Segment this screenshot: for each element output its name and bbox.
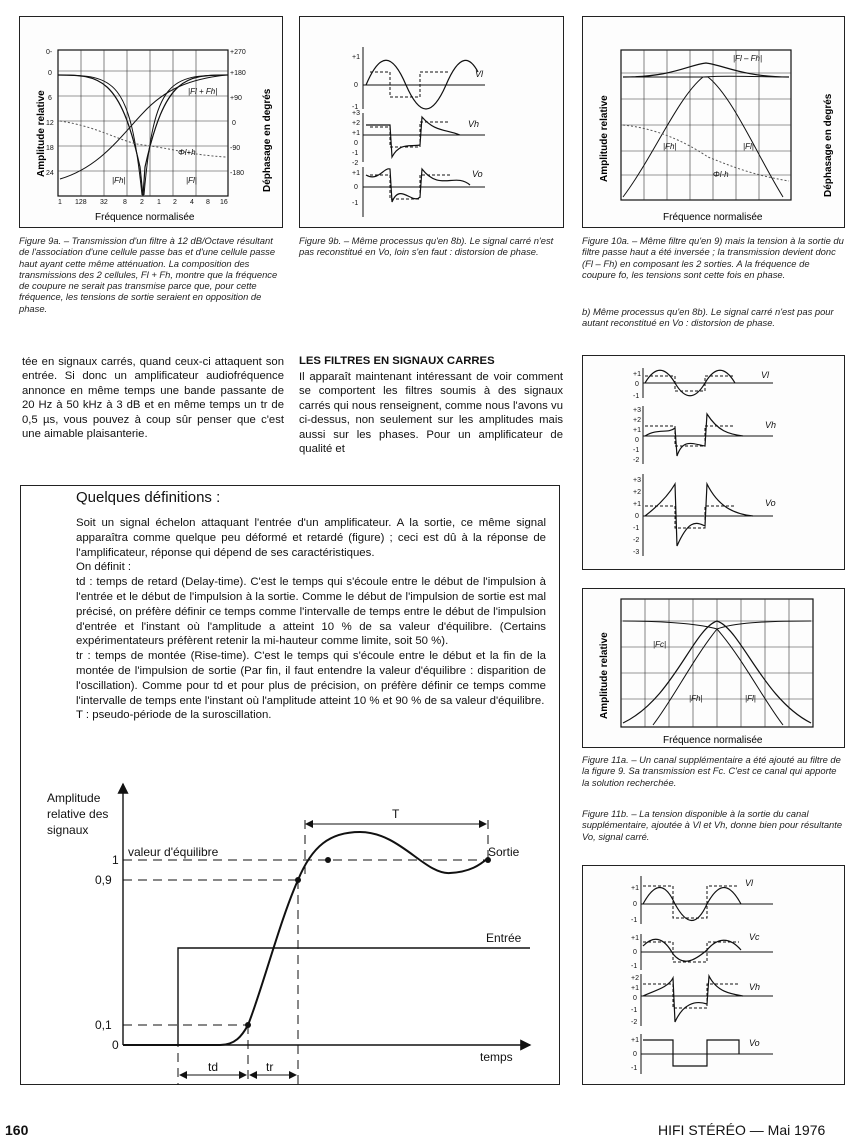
step-entree-label: Entrée [486, 931, 522, 945]
fig10a-xlabel: Fréquence normalisée [663, 212, 763, 223]
svg-text:-1: -1 [352, 150, 359, 157]
figure-10b [582, 355, 845, 570]
fig9a-ytick-right: +180 [230, 70, 246, 77]
fig9a-ytick-right: 0 [232, 120, 236, 127]
svg-text:+1: +1 [352, 130, 360, 137]
svg-text:+1: +1 [631, 1037, 639, 1044]
step-ylabel-2: relative des [47, 807, 109, 821]
svg-text:-2: -2 [352, 160, 359, 167]
svg-text:-1: -1 [631, 1065, 638, 1072]
fig9a-curve-label: |Fl + Fh| [188, 87, 218, 96]
step-ylabel-3: signaux [47, 823, 89, 837]
step-td-label: td [208, 1060, 219, 1074]
fig9a-xtick: 2 [173, 199, 177, 206]
definitions-title: Quelques définitions : [76, 489, 221, 506]
svg-text:-3: -3 [633, 549, 640, 556]
fig9a-ytick-right: -90 [230, 145, 241, 152]
page-number: 160 [5, 1122, 29, 1138]
definitions-text [76, 516, 546, 723]
definitions-p2: On définit : [76, 561, 132, 574]
svg-text:-1: -1 [631, 963, 638, 970]
fig9b-label-vh: Vh [468, 119, 480, 129]
svg-text:0: 0 [635, 381, 639, 388]
figure-11b-plot [583, 866, 845, 1085]
figure-11b [582, 865, 845, 1085]
figure-9b [299, 16, 564, 228]
svg-text:-1: -1 [631, 917, 638, 924]
fig10a-caption: Figure 10a. – Même filtre qu'en 9) mais la tension à la sortie du filtre passe haut a été inversée ; la transmission devient donc (Fl – Fh) en composant les 2 sorties. A la fréquence de coupure fo, les tensions sont cette fois en phase. [582, 235, 844, 280]
figure-9a-plot [20, 17, 283, 228]
column-2-text: Il apparaît maintenant intéressant de voir comment se comportent les filtres soumis à des signaux carrés qui nous renseignent, comme nous l'avons vu ci-dessus, non seulement sur les amplitudes mais aussi sur les phases. Pour un amplificateur de qualité et [299, 371, 563, 456]
fig11b-label-vl: Vl [745, 878, 754, 888]
svg-text:-1: -1 [352, 104, 359, 111]
svg-text:0: 0 [354, 140, 358, 147]
svg-text:-1: -1 [633, 447, 640, 454]
svg-text:-1: -1 [352, 200, 359, 207]
svg-text:0: 0 [635, 437, 639, 444]
figure-10a-plot [583, 17, 845, 228]
figure-11a [582, 588, 845, 748]
figure-10b-plot [583, 356, 845, 570]
fig9a-ytick: 0- [46, 49, 53, 56]
fig11a-xlabel: Fréquence normalisée [663, 735, 763, 746]
svg-text:+1: +1 [352, 170, 360, 177]
svg-text:0: 0 [633, 901, 637, 908]
fig10a-curve-label: |Fl – Fh| [733, 54, 763, 63]
fig9a-ytick-right: +270 [230, 49, 246, 56]
fig11a-caption: Figure 11a. – Un canal supplémentaire a été ajouté au filtre de la figure 9. Sa transmission est Fc. C'est ce canal qui apporte la solution recherchée. [582, 754, 841, 788]
figure-9a [19, 16, 283, 228]
definitions-p4: tr : temps de montée (Rise-time). C'est le temps qui s'écoule entre le début et la fin de la montée de l'impulsion de sortie (Par fin, il faut entendre la valeur d'équilibre : disparition de l'oscillation). Comme pour td et pour plus de précision, on préfère définir ce temps comme l'intervalle de temps ente l'instant où l'amplitude atteint 10 % et 90 % de sa valeur d'équilibre. [76, 650, 546, 707]
fig11b-label-vc: Vc [749, 932, 760, 942]
svg-text:-2: -2 [631, 1019, 638, 1026]
fig9a-xtick: 1 [157, 199, 161, 206]
step-temps-label: temps [480, 1050, 513, 1064]
svg-text:-1: -1 [633, 393, 640, 400]
fig9a-curve-label: Φl+h [178, 148, 196, 157]
fig9a-xtick: 4 [190, 199, 194, 206]
fig9a-xtick: 1 [58, 199, 62, 206]
fig11b-label-vo: Vo [749, 1038, 760, 1048]
fig9a-caption: Figure 9a. – Transmission d'un filtre à 12 dB/Octave résultant de l'association d'une cellule passe bas et d'une cellule passe haut ayant cette même atténuation. La composition des transmissions des 2 cellules, Fl + Fh, montre que la fréquence de coupure ne serait pas transmise parce que, pour cette fréquence, les tensions de sortie seraient en opposition de phase. [19, 235, 278, 314]
svg-text:+2: +2 [352, 120, 360, 127]
column-1-text: tée en signaux carrés, quand ceux-ci attaquent son entrée. Si donc un amplificateur audiofréquence annonce en même temps une bande passante de 20 Hz à 50 kHz à 3 dB et en même temps un tr de 0,5 µs, vous pouvez à coup sûr penser que c'est une aimable plaisanterie. [22, 356, 284, 441]
fig11b-caption: Figure 11b. – La tension disponible à la sortie du canal supplémentaire, ajoutée à Vl et Vh, donne bien pour résultante Vo, signal carré. [582, 808, 843, 842]
definitions-p1: Soit un signal échelon attaquant l'entrée d'un amplificateur. A la sortie, ce même signal apparaîtra comme quelque peu déformé et retardé (figure) ; ceci est dû à la réponse de l'amplificateur, réponse qui dépend de ses caractéristiques. [76, 517, 546, 559]
svg-text:+2: +2 [633, 489, 641, 496]
fig10b-caption: b) Même processus qu'en 8b). Le signal carré n'est pas pour autant reconstitué en Vo : distorsion de phase. [582, 306, 834, 329]
svg-text:-1: -1 [633, 525, 640, 532]
step-tick-01: 0,1 [95, 1018, 112, 1032]
svg-text:+1: +1 [352, 54, 360, 61]
fig9b-label-vl: Vl [475, 69, 484, 79]
fig9a-ytick: 24 [46, 170, 54, 177]
step-tick-1: 1 [112, 853, 119, 867]
svg-text:0: 0 [354, 82, 358, 89]
section-heading-filtres: LES FILTRES EN SIGNAUX CARRES [299, 355, 495, 367]
svg-text:+2: +2 [631, 975, 639, 982]
fig10a-ylabel: Amplitude relative [599, 95, 610, 182]
svg-text:0: 0 [633, 949, 637, 956]
fig10b-label-vo: Vo [765, 498, 776, 508]
fig10b-label-vl: Vl [761, 370, 770, 380]
fig11a-curve-label: |Fc| [653, 640, 667, 649]
fig9a-ytick-right: +90 [230, 95, 242, 102]
fig9a-ytick: 12 [46, 120, 54, 127]
svg-text:0: 0 [633, 1051, 637, 1058]
step-T-label: T [392, 807, 400, 821]
fig9a-xtick: 8 [123, 199, 127, 206]
svg-text:+3: +3 [633, 407, 641, 414]
fig11a-curve-label: |Fl| [745, 694, 756, 703]
fig9a-ytick-right: -180 [230, 170, 245, 177]
fig11b-label-vh: Vh [749, 982, 761, 992]
fig9a-xtick: 2 [140, 199, 144, 206]
definitions-p3: td : temps de retard (Delay-time). C'est le temps qui s'écoule entre le début de l'impulsion à l'entrée et le début de l'impulsion à la sortie. Comme le début de l'impulsion de sortie est mal précisé, on préfère définir ce temps comme l'intervalle de temps entre le début de l'impulsion d'entrée et l'instant où l'amplitude a atteint 10 % de sa valeur d'équilibre. (Certains expérimentateurs préfèrent retenir la mi-hauteur comme limite, soit 50 %). [76, 576, 546, 648]
fig11a-ylabel: Amplitude relative [599, 632, 610, 719]
step-tr-label: tr [266, 1060, 274, 1074]
fig10a-ylabel-right: Déphasage en degrés [823, 93, 834, 197]
step-ylabel-1: Amplitude [47, 791, 101, 805]
fig11a-curve-label: |Fh| [689, 694, 703, 703]
fig9a-ylabel-right: Déphasage en degrés [262, 88, 273, 192]
svg-text:-2: -2 [633, 457, 640, 464]
step-tick-09: 0,9 [95, 873, 112, 887]
figure-11a-plot [583, 589, 845, 748]
fig9a-ytick: 0 [48, 70, 52, 77]
step-sortie-label: Sortie [488, 845, 520, 859]
svg-text:0: 0 [633, 995, 637, 1002]
fig9a-xtick: 32 [100, 199, 108, 206]
svg-text:+1: +1 [631, 935, 639, 942]
svg-text:+1: +1 [631, 885, 639, 892]
fig9b-caption: Figure 9b. – Même processus qu'en 8b). Le signal carré n'est pas reconstitué en Vo, loin s'en faut : distorsion de phase. [299, 235, 554, 258]
fig10b-label-vh: Vh [765, 420, 777, 430]
svg-text:+3: +3 [352, 110, 360, 117]
fig10a-curve-label: Φl-h [713, 170, 729, 179]
svg-text:0: 0 [635, 513, 639, 520]
svg-text:-2: -2 [633, 537, 640, 544]
svg-text:+1: +1 [633, 501, 641, 508]
fig9a-ytick: 18 [46, 145, 54, 152]
fig9a-ytick: 6 [48, 95, 52, 102]
svg-text:+2: +2 [633, 417, 641, 424]
fig9a-ylabel: Amplitude relative [36, 90, 47, 177]
svg-text:0: 0 [354, 184, 358, 191]
svg-text:+1: +1 [631, 985, 639, 992]
fig9a-xtick: 16 [220, 199, 228, 206]
fig9a-xlabel: Fréquence normalisée [95, 212, 195, 223]
fig9a-curve-label: |Fl| [186, 176, 197, 185]
figure-10a [582, 16, 845, 228]
fig10a-curve-label: |Fh| [663, 142, 677, 151]
fig9a-xtick: 8 [206, 199, 210, 206]
magazine-footer: HIFI STÉRÉO — Mai 1976 [658, 1122, 826, 1138]
step-tick-0: 0 [112, 1038, 119, 1052]
fig9b-label-vo: Vo [472, 169, 483, 179]
svg-text:+1: +1 [633, 427, 641, 434]
step-response-diagram [30, 780, 560, 1090]
svg-text:-1: -1 [631, 1007, 638, 1014]
definitions-p5: T : pseudo-période de la suroscillation. [76, 709, 272, 722]
figure-9b-plot [300, 17, 564, 228]
svg-text:+3: +3 [633, 477, 641, 484]
svg-text:+1: +1 [633, 371, 641, 378]
fig10a-curve-label: |Fl| [743, 142, 754, 151]
fig9a-curve-label: |Fh| [112, 176, 126, 185]
step-equilibrium-label: valeur d'équilibre [128, 845, 219, 859]
fig9a-xtick: 128 [75, 199, 87, 206]
